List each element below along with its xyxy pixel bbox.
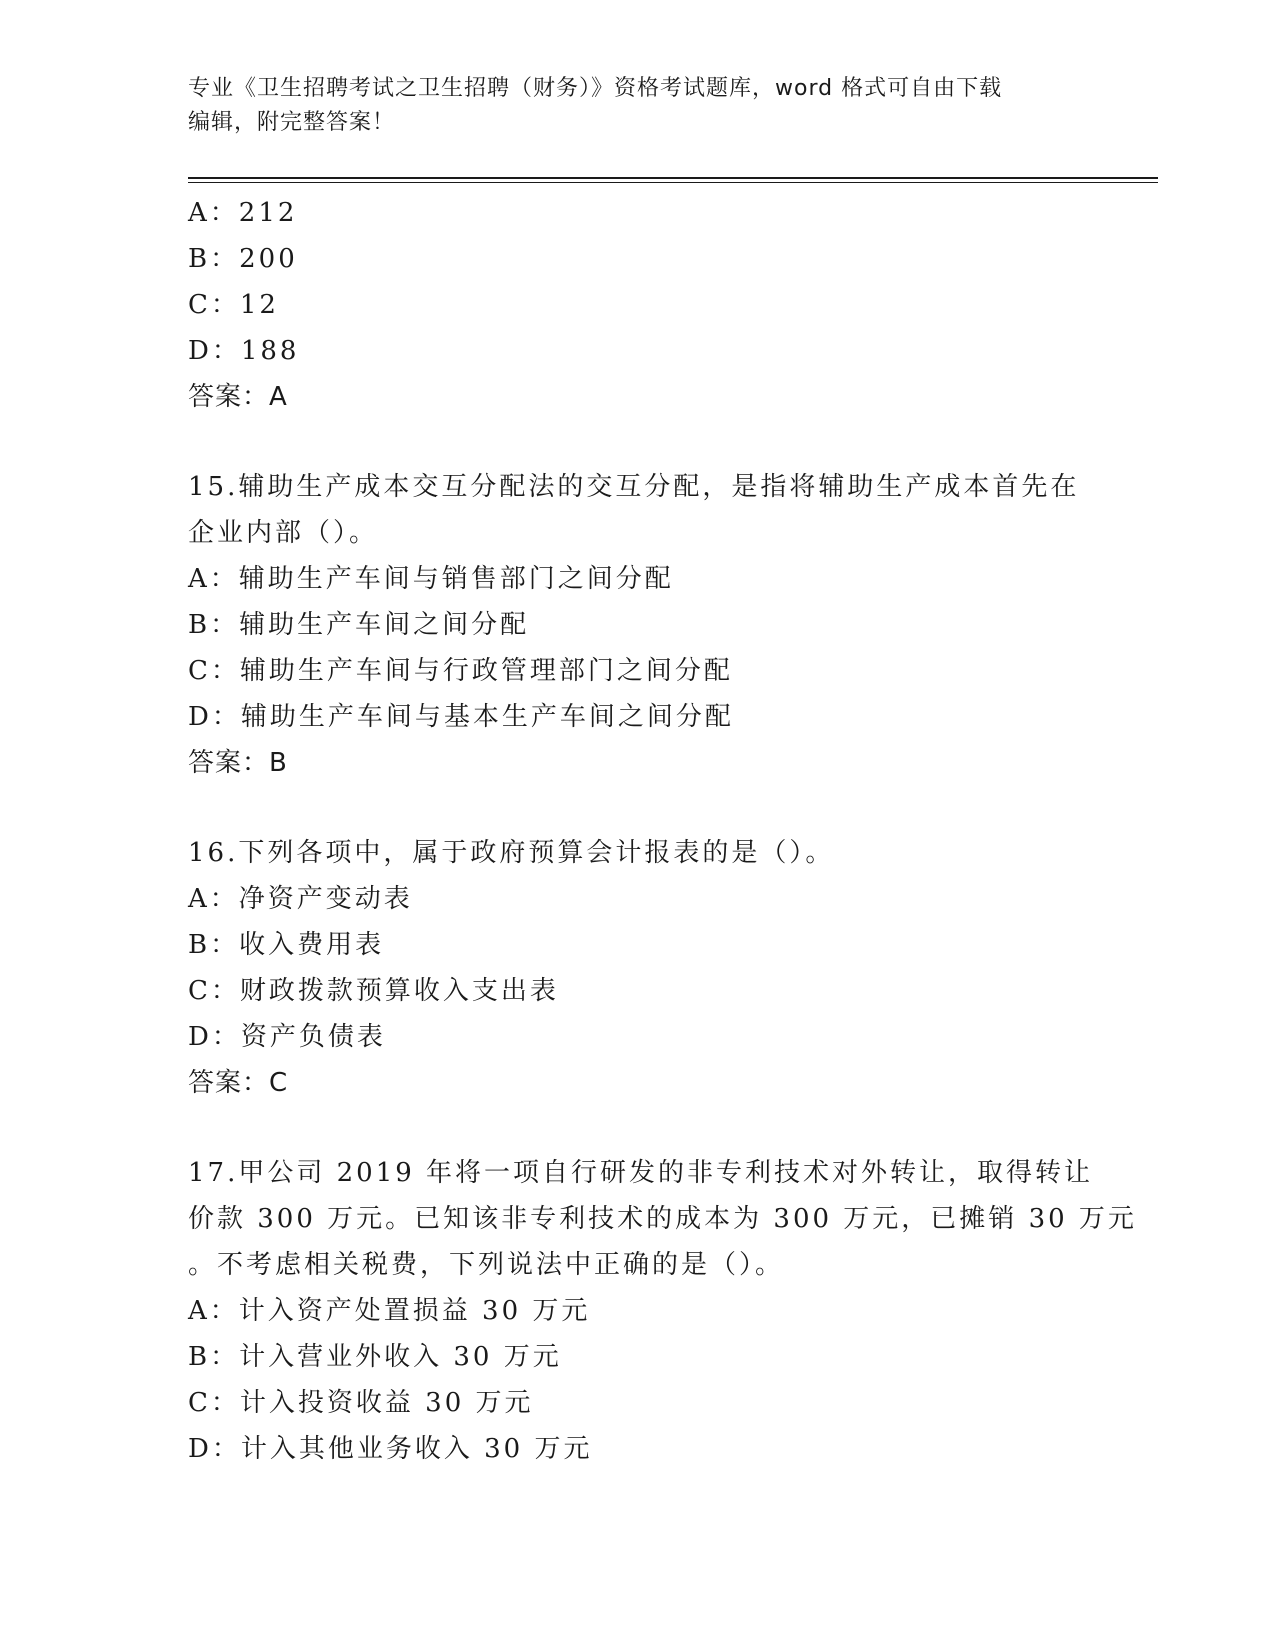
header-line-2: 编辑，附完整答案！ [188,110,396,135]
question-16-option-d: D：资产负债表 [188,1022,386,1052]
question-14-option-b: B：200 [188,244,298,274]
question-16-answer: 答案：C [188,1068,289,1098]
question-17-stem-line-2: 价款 300 万元。已知该非专利技术的成本为 300 万元，已摊销 30 万元 [188,1204,1137,1234]
spacer [188,786,1088,830]
header-divider-thick [188,177,1158,179]
question-17-option-a: A：计入资产处置损益 30 万元 [188,1296,591,1326]
question-17-option-c: C：计入投资收益 30 万元 [188,1388,534,1418]
spacer [188,420,1088,464]
question-list [188,190,1137,1472]
question-15-stem-line-1: 15.辅助生产成本交互分配法的交互分配，是指将辅助生产成本首先在 [188,472,1080,502]
header-line-1: 专业《卫生招聘考试之卫生招聘（财务）》资格考试题库，word 格式可自由下载 [188,76,1003,101]
header-divider-thin [188,182,1158,183]
question-17-stem-line-1: 17.甲公司 2019 年将一项自行研发的非专利技术对外转让，取得转让 [188,1158,1094,1188]
question-15-stem-line-2: 企业内部（）。 [188,518,379,548]
question-14-block [188,190,1088,420]
question-15-block [188,464,1088,786]
question-16-block [188,830,1088,1106]
question-17-option-b: B：计入营业外收入 30 万元 [188,1342,562,1372]
question-15-option-b: B：辅助生产车间之间分配 [188,610,530,640]
question-14-option-c: C：12 [188,290,279,320]
question-16-option-a: A：净资产变动表 [188,884,413,914]
document-header [188,72,1088,140]
question-16-stem-line-1: 16.下列各项中，属于政府预算会计报表的是（）。 [188,838,835,868]
question-15-option-c: C：辅助生产车间与行政管理部门之间分配 [188,656,733,686]
question-17-stem-line-3: 。不考虑相关税费，下列说法中正确的是（）。 [188,1250,785,1280]
question-17-block [188,1150,1137,1472]
question-15-option-a: A：辅助生产车间与销售部门之间分配 [188,564,674,594]
question-14-answer: 答案：A [188,382,288,412]
spacer [188,1106,1088,1150]
question-17-option-d: D：计入其他业务收入 30 万元 [188,1434,593,1464]
question-15-option-d: D：辅助生产车间与基本生产车间之间分配 [188,702,734,732]
question-16-option-c: C：财政拨款预算收入支出表 [188,976,559,1006]
question-15-answer: 答案：B [188,748,288,778]
question-14-option-d: D：188 [188,336,300,366]
question-14-option-a: A：212 [188,198,298,228]
question-16-option-b: B：收入费用表 [188,930,385,960]
